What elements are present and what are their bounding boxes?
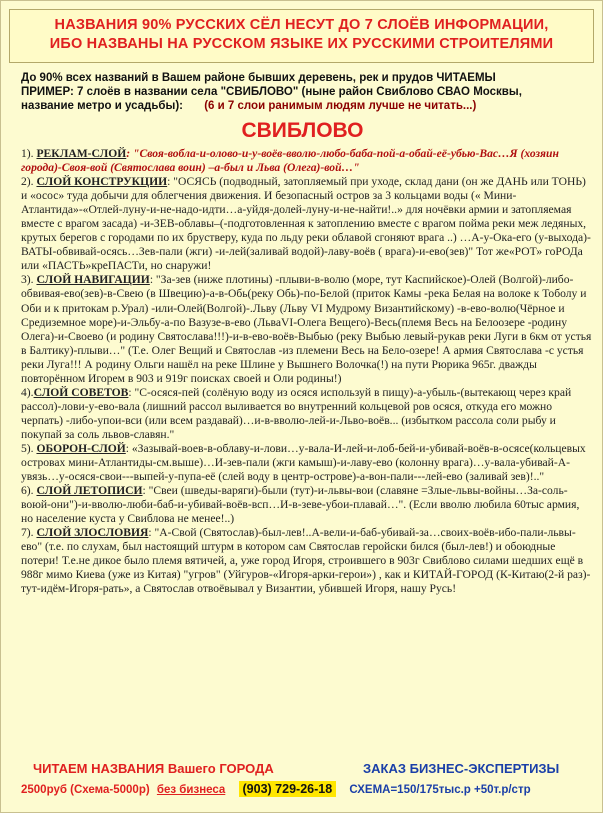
- section-label: СЛОЙ СОВЕТОВ: [33, 385, 129, 399]
- intro-line-2: ПРИМЕР: 7 слоёв в названии села "СВИБЛОВО" (ныне район Свиблово СВАО Москвы,: [21, 86, 522, 98]
- section-text: : "Своя-вобла-и-олово-и-у-воёв-вволю-любо-баба-пой-а-обай-её-убью-Вас…Я (хозяин города)-Своя-вой (Святослава воин) –а-был и Льва (Олега)-вой…": [21, 147, 559, 175]
- header-line-1: НАЗВАНИЯ 90% РУССКИХ СЁЛ НЕСУТ ДО 7 СЛОЁВ ИНФОРМАЦИИ,: [54, 17, 549, 33]
- section-6: 6). СЛОЙ ЛЕТОПИСИ: "Свеи (шведы-варяги)-были (тут)-и-львы-вои (славяне =Злые-львы-войны…За-соль-воюй-они")-и-вволю-люби-баб-и-убивай-воёв-всп…И-в-зеве-убои-плавай…". (Если вволю любила 60тыс армия, но население куста у Свиблова не менее!..): [21, 484, 580, 526]
- section-text: : "А-Свой (Святослав)-был-лев!..А-вели-и-баб-убивай-за…своих-воёв-ибо-пали-львы-ево" (т.е. по слухам, был настоящий штурм в котором сам Святослав геройски бился (был-лев!) и обоюдные потери! Т.е.не дикое было племя вятичей, а, уже город Игоря, строившего в 903г Свиблово силами шедших ещё в 988г мимо Киева (уже из Китая) "угров" (Уйгуров-«Игоря-арки-герои») , как и КИТАЙ-ГОРОД (К-Китаю(2-й раз)-тут-идём-Игоря-рать», а Святослав отвоёвывал у Византии, убившей Игоря, нашу Русь!: [21, 526, 591, 596]
- intro: [21, 71, 593, 113]
- price: 2500руб: [21, 784, 67, 796]
- intro-line-3: название метро и усадьбы): (6 и 7 слои ранимым людям лучше не читать...): [21, 100, 477, 112]
- section-text: : "ОСЯСЬ (подводный, затопляемый при уходе, склад дани (он же ДАНЬ или ТОНЬ) и «осос» туда добычи для облегчения движения. И безопасный остров за 3 кольцами воды (« Мини-Атлантида»-«Отлей-луну-и-не-надо-идти…а-уйдя-долей-луну-и-не-найти!..» для ночёвки армии и затопляемая вместе с врагом засада) -и-ЗЕВ-облавы–(-подготовленная к затоплению вместе с врагом пойма реки меж ледяных, крутых берегов с городами по их брустверу, куда по льду реки облавой сгоняют врага ..) …А-у-Окa-его (у-выхода)-ВАТЫ-обвивай-осясь…Зев-пали (жги) -и-лей(заливай водой)-лаву-воёв ( врага)-и-ево(зев)" Тот же«РОТ» гоРОДа или «ПАСТЬ»креПАСТи, но снаружи!: [21, 175, 591, 273]
- section-7: 7). СЛОЙ ЗЛОСЛОВИЯ: "А-Свой (Святослав)-был-лев!..А-вели-и-баб-убивай-за…своих-воёв-ибо-пали-львы-ево" (т.е. по слухам, был настоящий штурм в котором сам Святослав геройски бился (был-лев!) и обоюдные потери! Т.е.не дикое было племя вятичей, а, уже город Игоря, строившего в 903г Свиблово силами шедших ещё в 988г мимо Киева (уже из Китая) "угров" (Уйгуров-«Игоря-арки-герои») , как и КИТАЙ-ГОРОД (К-Китаю(2-й раз)-тут-идём-Игоря-рать», а Святослав отвоёвывал у Византии, убившей Игоря, нашу Русь!: [21, 526, 591, 596]
- scheme-price: СХЕМА=150/175тыс.р +50т.р/стр: [349, 784, 531, 796]
- intro-note: (6 и 7 слои ранимым людям лучше не читать...): [204, 100, 477, 112]
- section-label: ОБОРОН-СЛОЙ: [36, 441, 126, 455]
- price-note: (Схема-5000р): [70, 784, 150, 796]
- section-4: 4).СЛОЙ СОВЕТОВ: "С-осяся-пей (солёную воду из осяся используй в пищу)-а-убыль-(вытекающ через край рассол)-лови-у-ево-вала (лишний рассол выливается во внутренний кольцевой ров осяся, откуда его можно черпать) -либо-упои-вси (или всем раздавай)…и-в-вволю-лей-и-Льво-воёв... (избытком рассола соли рыбу и покупай за соль львов-славян.": [21, 385, 572, 441]
- section-text: : "С-осяся-пей (солёную воду из осяся используй в пищу)-а-убыль-(вытекающ через край рассол)-лови-у-ево-вала (лишний рассол выливается во внутренний кольцевой ров осяся, откуда его можно черпать) -либо-упои-вси (или всем раздавай)…и-в-вволю-лей-и-Льво-воёв... (избытком рассола соли рыбу и покупай за соль львов-славян.": [21, 385, 572, 441]
- header-line-2: ИБО НАЗВАНЫ НА РУССКОМ ЯЗЫКЕ ИХ РУССКИМИ СТРОИТЕЛЯМИ: [49, 36, 554, 52]
- section-label: СЛОЙ КОНСТРУКЦИИ: [36, 175, 168, 189]
- section-text: : "За-зев (ниже плотины) -плыви-в-волю (море, тут Каспийское)-Олей (Волгой)-либо-обвивая-ево(зев)-в-Свею (в Швецию)-а-в-Обь(реку Обь)-по-Белой (приток Камы -река Белая на волоке к Тоболу и Оби и к притокам р.Урал) -или-Олей(Волгой)-.Льву (Льву VI Мудрому Византийскому) -в-ево-волю(Чёрное и Средиземное море)-и-Эльбу-а-по Вазузе-в-ево (ЛьваVI-Олега Вещего)-Весь(племя Весь на Белоозере -родину Олега)-и-Своево (и родину Святослава!!!)-и-в-ево-воёв-Выбью (реку Выбью левый-рукав реки Луги в 6км от устья в Балтику)-плыви…" (Т.е. Олег Вещий и Святослав -из племени Весь на Бело-озере! А армия Святослава -с устья реки Луга!!! А родину Ольги нашёл на реке Шлине у Вышнего Волочка(!) на пути Рюрика 965г. дважды повторённом Игорем в 903 и 919г поисках своей и Оли родины!): [21, 273, 592, 385]
- section-2: 2). СЛОЙ КОНСТРУКЦИИ: "ОСЯСЬ (подводный, затопляемый при уходе, склад дани (он же ДАНЬ или ТОНЬ) и «осос» туда добычи для облегчения движения. И безопасный остров за 3 кольцами воды (« Мини-Атлантида»-«Отлей-луну-и-не-надо-идти…а-уйдя-долей-луну-и-не-найти!..» для ночёвки армии и затопляемая вместе с врагом засада) -и-ЗЕВ-облавы–(-подготовленная к затоплению вместе с врагом пойма реки меж ледяных, крутых берегов с городами по их брустверу, куда по льду реки облавой сгоняют врага ..) …А-у-Окa-его (у-выхода)-ВАТЫ-обвивай-осясь…Зев-пали (жги) -и-лей(заливай водой)-лаву-воёв ( врага)-и-ево(зев)" Тот же«РОТ» гоРОДа или «ПАСТЬ»креПАСТи, но снаружи!: [21, 175, 591, 273]
- intro-line-1: До 90% всех названий в Вашем районе бывших деревень, рек и прудов ЧИТАЕМЫ: [21, 72, 496, 84]
- header-box: [9, 9, 594, 63]
- footer-price-row: [21, 782, 596, 796]
- section-label: СЛОЙ ЛЕТОПИСИ: [36, 484, 143, 498]
- section-text: : «Зазывай-воев-в-облаву-и-лови…у-вала-И-лей-и-лоб-бей-и-убивай-воёв-в-осясе(кольцевых островах мини-Атлантиды-см.выше)…И-зев-пали (жги камыш)-и-лаву-ево (колонну врага)…у-вала-убивай-А-увязь…у-осяся-свои---выпей-у-пупа-её (слей воду в центр-острове)-а-вон-пали---лей-ево (заливай зев)!..": [21, 441, 586, 484]
- section-5: 5). ОБОРОН-СЛОЙ: «Зазывай-воев-в-облаву-и-лови…у-вала-И-лей-и-лоб-бей-и-убивай-воёв-в-осясе(кольцевых островах мини-Атлантиды-см.выше)…И-зев-пали (жги камыш)-и-лаву-ево (колонну врага)…у-вала-убивай-А-увязь…у-осяся-свои---выпей-у-пупа-её (слей воду в центр-острове)-а-вон-пали---лей-ево (заливай зев)!..": [21, 441, 586, 484]
- section-3: 3). СЛОЙ НАВИГАЦИИ: "За-зев (ниже плотины) -плыви-в-волю (море, тут Каспийское)-Олей (Волгой)-либо-обвивая-ево(зев)-в-Свею (в Швецию)-а-в-Обь(реку Обь)-по-Белой (приток Камы -река Белая на волоке к Тоболу и Оби и к притокам р.Урал) -или-Олей(Волгой)-.Льву (Льву VI Мудрому Византийскому) -в-ево-волю(Чёрное и Средиземное море)-и-Эльбу-а-по Вазузе-в-ево (ЛьваVI-Олега Вещего)-Весь(племя Весь на Белоозере -родину Олега)-и-Своево (и родину Святослава!!!)-и-в-ево-воёв-Выбью (реку Выбью левый-рукав реки Луги в 6км от устья в Балтику)-плыви…" (Т.е. Олег Вещий и Святослав -из племени Весь на Бело-озере! А армия Святослава -с устья реки Луга!!! А родину Ольги нашёл на реке Шлине у Вышнего Волочка(!) на пути Рюрика 965г. дважды повторённом Игорем в 903 и 919г поисках своей и Оли родины!): [21, 273, 592, 385]
- sections-body: [21, 147, 593, 743]
- footer-order-title: ЗАКАЗ БИЗНЕС-ЭКСПЕРТИЗЫ: [363, 761, 560, 776]
- section-1: 1). РЕКЛАМ-СЛОЙ: "Своя-вобла-и-олово-и-у-воёв-вволю-любо-баба-пой-а-обай-её-убью-Вас…Я (хозяин города)-Своя-вой (Святослава воин) –а-был и Льва (Олега)-вой…": [21, 147, 559, 175]
- section-label: РЕКЛАМ-СЛОЙ: [36, 147, 127, 160]
- section-label: СЛОЙ ЗЛОСЛОВИЯ: [36, 526, 149, 540]
- phone-number[interactable]: (903) 729-26-18: [239, 781, 337, 797]
- section-label: СЛОЙ НАВИГАЦИИ: [36, 273, 150, 287]
- page-title: СВИБЛОВО: [241, 119, 364, 142]
- no-business-link[interactable]: без бизнеса: [156, 784, 226, 796]
- section-text: : "Свеи (шведы-варяги)-были (тут)-и-львы-вои (славяне =Злые-львы-войны…За-соль-воюй-они")-и-вволю-люби-баб-и-убивай-воёв-всп…И-в-зеве-убои-плавай…". (Если вволю любила 60тыс армия, но население куста у Свиблова не менее!..): [21, 484, 580, 526]
- footer-read-title: ЧИТАЕМ НАЗВАНИЯ Вашего ГОРОДА: [33, 761, 274, 776]
